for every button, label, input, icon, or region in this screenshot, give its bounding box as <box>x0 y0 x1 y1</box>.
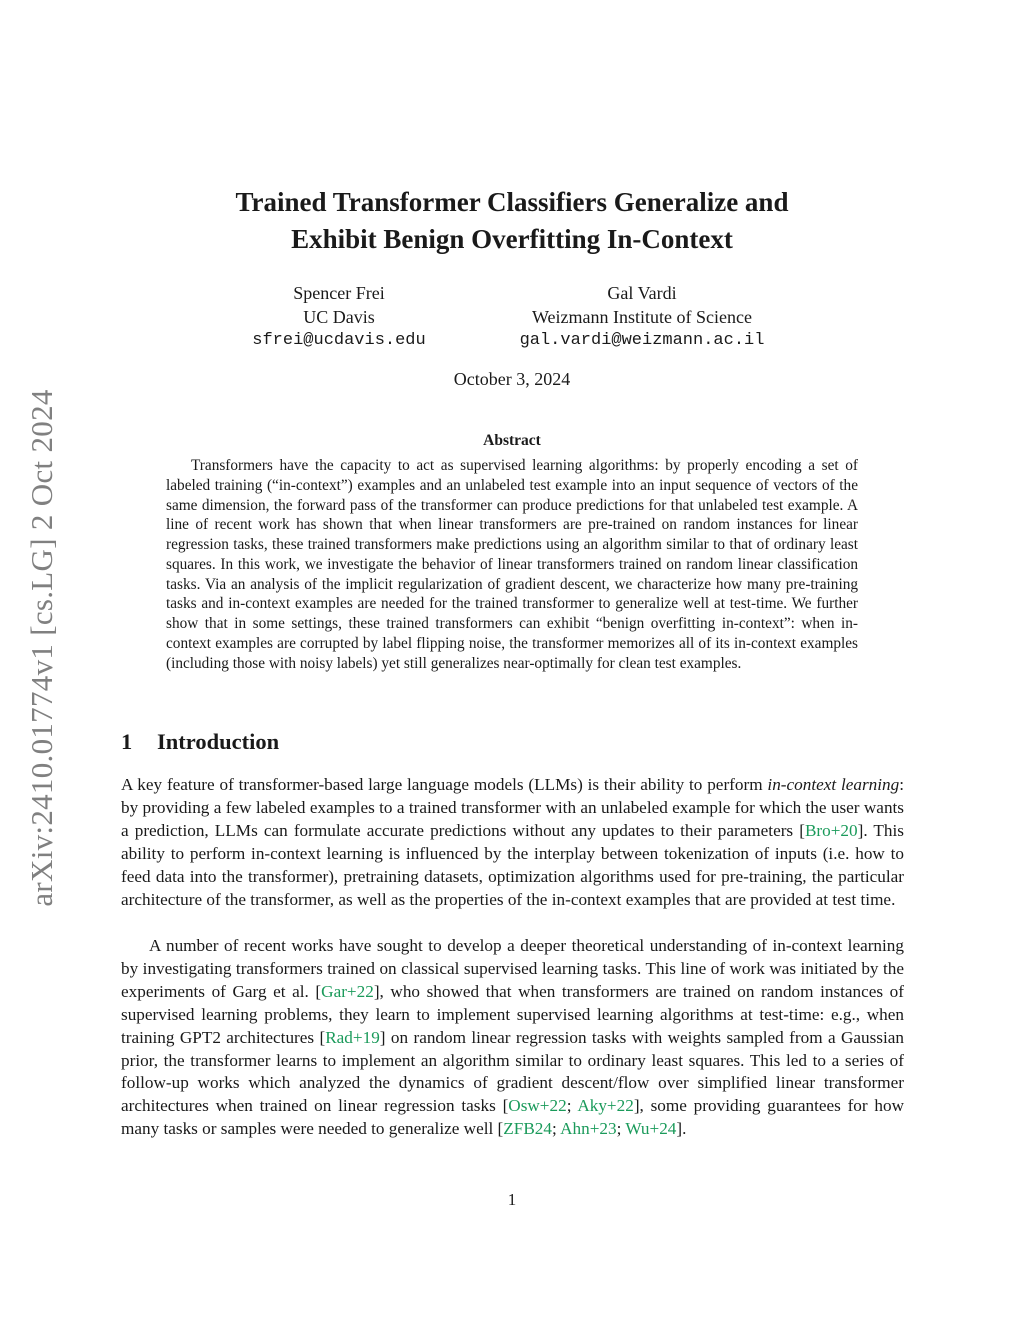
abstract-heading: Abstract <box>483 432 541 449</box>
author-affiliation: UC Davis <box>303 306 375 327</box>
author-block-2 <box>486 282 798 353</box>
author-name: Gal Vardi <box>607 283 677 303</box>
abstract-text: Transformers have the capacity to act as supervised learning algorithms: by properly encoding a set of labeled training (“in-context”) examples and an unlabeled test example into an input sequence of vectors of the same dimension, the forward pass of the transformer can produce predictions for that unlabeled test example. A line of recent work has shown that when linear transformers are pre-trained on random instances for linear regression tasks, these trained transformers make predictions using an algorithm similar to that of ordinary least squares. In this work, we investigate the behavior of linear transformers trained on random linear classification tasks. Via an analysis of the implicit regularization of gradient descent, we characterize how many pre-training tasks and in-context examples are needed for the trained transformer to generalize well at test-time. We further show that in some settings, these trained transformers can exhibit “benign overfitting in-context”: when in-context examples are corrupted by label flipping noise, the transformer memorizes all of its in-context examples (including those with noisy labels) yet still generalizes near-optimally for clean test examples. <box>166 457 858 672</box>
citation-link[interactable]: Ahn+23 <box>560 1119 617 1139</box>
intro-paragraph-2: A number of recent works have sought to develop a deeper theoretical understanding of in-context learning by investigating transformers trained on classical supervised learning tasks. This line of work was initiated by the experiments of Garg et al. [Gar+22], who showed that when transformers are trained on random instances of supervised learning problems, they learn to implement supervised learning algorithms at test-time: e.g., when training GPT2 architectures [Rad+19] on random linear regression tasks with weights sampled from a Gaussian prior, the transformer learns to implement an algorithm similar to ordinary least squares. This led to a series of follow-up works which analyzed the dynamics of gradient descent/flow over simplified linear transformer architectures when trained on linear regression tasks [Osw+22; Aky+22], some providing guarantees for how many tasks or samples were needed to generalize well [ZFB24; Ahn+23; Wu+24]. <box>121 936 905 1139</box>
author-email: sfrei@ucdavis.edu <box>252 331 426 350</box>
paper-title-line-1: Trained Transformer Classifiers Generalize and <box>235 187 789 217</box>
citation-link[interactable]: Wu+24 <box>625 1119 677 1139</box>
section-number: 1 <box>121 729 133 754</box>
citation-link[interactable]: Osw+22 <box>508 1096 567 1116</box>
citation-link[interactable]: Rad+19 <box>325 1027 380 1047</box>
paper-title <box>0 184 1024 258</box>
citation-link[interactable]: Bro+20 <box>804 820 858 840</box>
author-email: gal.vardi@weizmann.ac.il <box>519 331 765 350</box>
emphasis-in-context-learning: in-context learning <box>767 775 900 794</box>
citation-link[interactable]: ZFB24 <box>503 1119 552 1139</box>
publication-date: October 3, 2024 <box>453 369 571 389</box>
intro-paragraph-1: A key feature of transformer-based large language models (LLMs) is their ability to perform in-context learning: by providing a few labeled examples to a trained transformer with an unlabeled example for which the user wants a prediction, LLMs can formulate accurate predictions without any updates to their parameters [Bro+20]. This ability to perform in-context learning is influenced by the interplay between tokenization of inputs (i.e. how to feed data into the transformer), pretraining datasets, optimization algorithms used for pre-training, the particular architecture of the transformer, as well as the properties of the in-context examples that are provided at test time. <box>121 775 904 909</box>
citation-link[interactable]: Gar+22 <box>321 981 374 1001</box>
author-name: Spencer Frei <box>293 283 385 303</box>
author-affiliation: Weizmann Institute of Science <box>532 306 752 327</box>
section-heading-introduction <box>121 729 279 755</box>
page-number: 1 <box>507 1190 517 1209</box>
arxiv-identifier-stamp: arXiv:2410.01774v1 [cs.LG] 2 Oct 2024 <box>24 389 59 907</box>
citation-link[interactable]: Aky+22 <box>577 1096 634 1116</box>
paper-title-line-2: Exhibit Benign Overfitting In-Context <box>291 224 733 254</box>
section-title: Introduction <box>157 729 280 754</box>
author-block-1 <box>230 282 448 353</box>
